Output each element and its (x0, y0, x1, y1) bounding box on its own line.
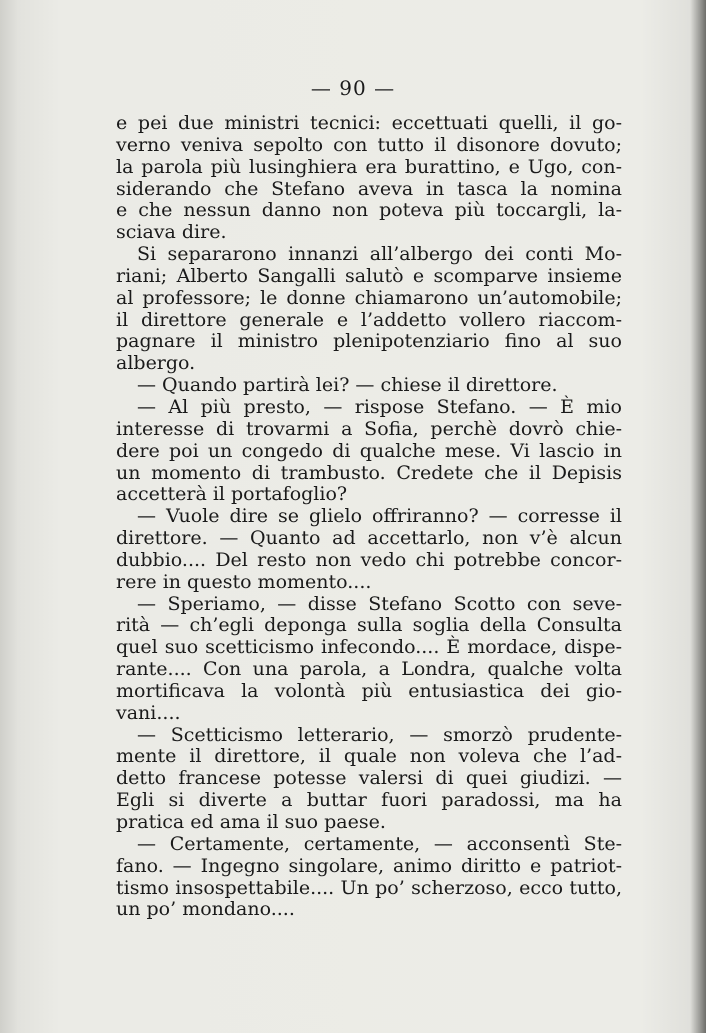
text-line: fano. — Ingegno singolare, animo diritto e patriot- (116, 854, 622, 877)
text-line: verno veniva sepolto con tutto il disonore dovuto; (116, 133, 622, 156)
text-line: quel suo scetticismo infecondo.... È mordace, dispe- (116, 636, 622, 659)
text-line: mente il direttore, il quale non voleva che l’ad- (116, 745, 622, 768)
text-line: tismo insospettabile.... Un po’ scherzoso, ecco tutto, (116, 876, 622, 899)
text-line: detto francese potesse valersi di quei giudizi. — (116, 767, 622, 790)
text-line: e pei due ministri tecnici: eccettuati quelli, il go- (116, 112, 622, 134)
text-line: — Quando partirà lei? — chiese il direttore. (137, 374, 558, 397)
text-line: — Al più presto, — rispose Stefano. — È mio (137, 395, 622, 418)
body-text (116, 113, 622, 921)
text-line: rante.... Con una parola, a Londra, qualche volta (116, 658, 622, 681)
text-line: — Speriamo, — disse Stefano Scotto con seve- (137, 592, 622, 615)
text-line: pagnare il ministro plenipotenziario fino al suo (116, 330, 622, 353)
text-line: e che nessun danno non poteva più toccargli, la- (116, 199, 622, 222)
text-line: — Certamente, certamente, — acconsentì Ste- (137, 832, 622, 855)
text-line: interesse di trovarmi a Sofia, perchè dovrò chie- (116, 417, 622, 440)
page-number: — 90 — (310, 76, 396, 100)
text-line: il direttore generale e l’addetto vollero riaccom- (116, 308, 622, 331)
text-line: — Scetticismo letterario, — smorzò prudente- (137, 723, 622, 746)
text-line: mortificava la volontà più entusiastica dei gio- (116, 679, 622, 702)
text-line: riani; Alberto Sangalli salutò e scomparve insieme (116, 264, 622, 287)
text-line: accetterà il portafoglio? (116, 483, 348, 506)
text-line: la parola più lusinghiera era burattino, e Ugo, con- (116, 155, 622, 178)
text-line: direttore. — Quanto ad accettarlo, non v’è alcun (116, 527, 622, 550)
text-line: pratica ed ama il suo paese. (116, 811, 386, 833)
text-line: al professore; le donne chiamarono un’automobile; (116, 286, 622, 309)
text-line: dere poi un congedo di qualche mese. Vi lascio in (116, 439, 622, 462)
text-line: un po’ mondano.... (116, 898, 295, 921)
text-line: un momento di trambusto. Credete che il Depisis (116, 461, 622, 484)
text-line: albergo. (116, 352, 196, 375)
text-line: sciava dire. (116, 221, 227, 244)
text-line: vani.... (116, 701, 181, 724)
text-line: siderando che Stefano aveva in tasca la nomina (116, 177, 622, 200)
text-line: Egli si diverte a buttar fuori paradossi, ma ha (116, 789, 622, 812)
text-line: rità — ch’egli deponga sulla soglia della Consulta (116, 614, 622, 637)
text-line: rere in questo momento.... (116, 570, 372, 593)
text-line: dubbio.... Del resto non vedo chi potrebbe concor- (116, 548, 622, 571)
text-line: Si separarono innanzi all’albergo dei conti Mo- (137, 243, 622, 266)
text-line: — Vuole dire se glielo offriranno? — corresse il (137, 505, 622, 528)
